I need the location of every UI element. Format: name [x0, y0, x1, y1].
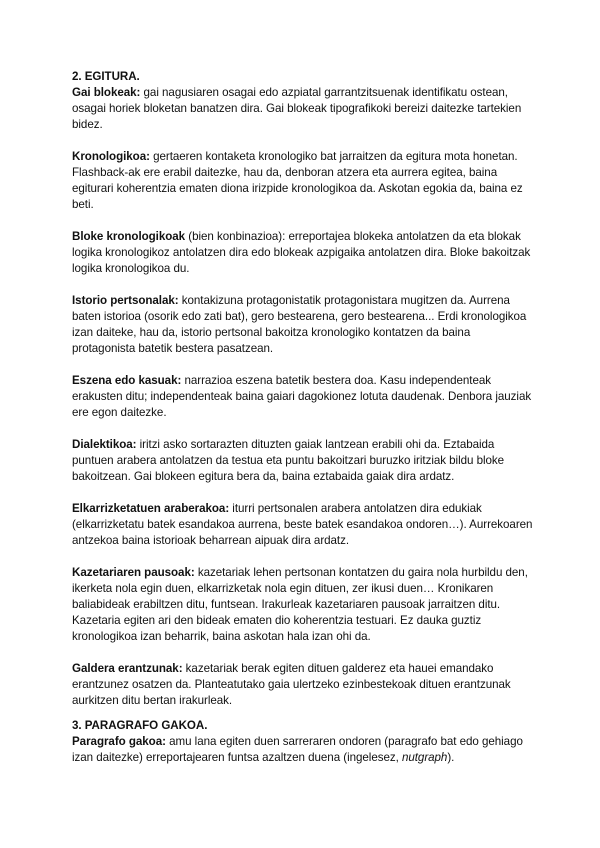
term-gai-blokeak: Gai blokeak: [72, 86, 141, 99]
definition-gai-blokeak: gai nagusiaren osagai edo azpiatal garrantzitsuenak identifikatu ostean, osagai horiek bloketan banatzen dira. Gai blokeak tipografikoki bereizi daitezke tartekien bidez. [72, 86, 522, 131]
definition-paragrafo-gakoa: amu lana egiten duen sarreraren ondoren (paragrafo bat edo gehiago izan daitezke) erreportajearen funtsa azaltzen duena (ingelesez, [72, 735, 523, 764]
term-kazetariaren-pausoak: Kazetariaren pausoak: [72, 566, 195, 579]
paragraph-paragrafo-gakoa [72, 734, 534, 766]
definition-istorio-pertsonalak: kontakizuna protagonistatik protagonistara mugitzen da. Aurrena baten istorioa (osorik edo zati bat), gero bestearena, gero bestearena... Erdi kronologikoa izan daiteke, hau da, istorio pertsonal bakoitza kronologiko kontatzen da baina protagonista batetik bestera pasatzean. [72, 294, 527, 355]
section-heading-egitura: 2. EGITURA. [72, 70, 140, 83]
definition-eszena-edo-kasuak: narrazioa eszena batetik bestera doa. Kasu independenteak erakusten ditu; independenteak baina gaiari dagokionez lotuta daudenak. Denbora jauziak ere egon daitezke. [72, 374, 532, 419]
term-kronologikoa: Kronologikoa: [72, 150, 150, 163]
definition-elkarrizketatuen-araberakoa: iturri pertsonalen arabera antolatzen dira edukiak (elkarrizketatu batek esandakoa aurrena, beste batek esandakoa ondoren…). Aurrekoaren antzekoa baina istorioak beharrean aipuak dira ardatz. [72, 502, 533, 547]
term-istorio-pertsonalak: Istorio pertsonalak: [72, 294, 179, 307]
term-eszena-edo-kasuak: Eszena edo kasuak: [72, 374, 182, 387]
paragraph-istorio-pertsonalak [72, 293, 534, 357]
definition-paragrafo-gakoa-end: ). [447, 751, 455, 764]
paragraph-gai-blokeak [72, 85, 534, 133]
paragraph-kronologikoa [72, 149, 534, 213]
section-heading-paragrafo-gakoa: 3. PARAGRAFO GAKOA. [72, 719, 208, 732]
document-body [72, 69, 534, 782]
definition-bloke-kronologikoak: (bien konbinazioa): erreportajea blokeka antolatzen da eta blokak logika kronologikoz antolatzen dira edo blokeak azpigaika antolatzen dira. Bloke bakoitzak logika kronologikoa du. [72, 230, 531, 275]
definition-kronologikoa: gertaeren kontaketa kronologiko bat jarraitzen da egitura mota honetan. Flashback-ak ere erabil daitezke, hau da, denboran atzera eta aurrera egitea, baina egiturari koherentzia ematen diona irizpide kronologikoa da. Askotan egokia da, baina ez beti. [72, 150, 523, 211]
paragraph-elkarrizketatuen-araberakoa [72, 501, 534, 549]
definition-galdera-erantzunak: kazetariak berak egiten dituen galderez eta hauei emandako erantzunez osatzen da. Planteatutako gaia ulertzeko ezinbestekoak dituen erantzunak aurkitzen ditu bertan irakurleak. [72, 662, 511, 707]
paragraph-dialektikoa [72, 437, 534, 485]
paragraph-bloke-kronologikoak [72, 229, 534, 277]
term-paragrafo-gakoa: Paragrafo gakoa: [72, 735, 166, 748]
definition-dialektikoa: iritzi asko sortarazten dituzten gaiak lantzean erabili ohi da. Eztabaida puntuen arabera antolatzen da testua eta puntu bakoitzari buruzko iritziak bildu bloke bakoitzean. Gai blokeen egitura bera da, baina eztabaida gaiak dira ardatz. [72, 438, 505, 483]
definition-kazetariaren-pausoak: kazetariak lehen pertsonan kontatzen du gaira nola hurbildu den, ikerketa nola egin duen, elkarrizketak nola egin dituen, zer ikusi duen… Kronikaren baliabideak erabiltzen ditu, funtsean. Irakurleak kazetariaren pausoak jarraitzen ditu. Kazetaria egiten ari den bideak ematen dio koherentzia testuari. Ez dauka guztiz kronologikoa izan beharrik, baina askotan hala izan ohi da. [72, 566, 528, 643]
term-galdera-erantzunak: Galdera erantzunak: [72, 662, 183, 675]
term-bloke-kronologikoak: Bloke kronologikoak [72, 230, 186, 243]
paragraph-kazetariaren-pausoak [72, 565, 534, 645]
italic-term-nutgraph: nutgraph [401, 751, 448, 764]
paragraph-eszena-edo-kasuak [72, 373, 534, 421]
term-elkarrizketatuen-araberakoa: Elkarrizketatuen araberakoa: [72, 502, 230, 515]
term-dialektikoa: Dialektikoa: [72, 438, 137, 451]
paragraph-galdera-erantzunak [72, 661, 534, 709]
